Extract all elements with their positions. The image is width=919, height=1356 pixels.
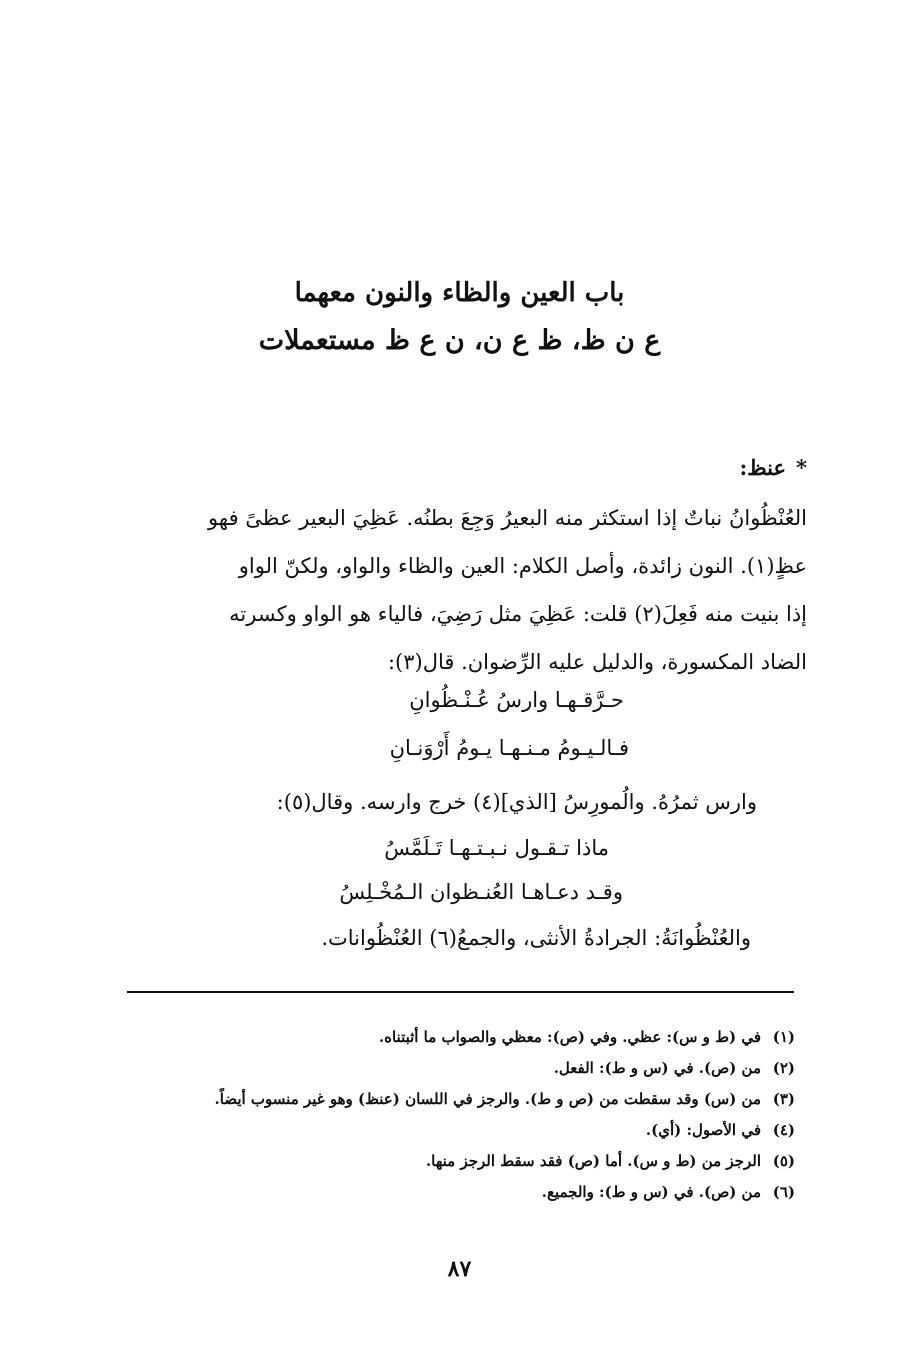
entry-heading [739,455,807,480]
footnote-text: من (ص). في (س و ط): والجميع. [541,1183,761,1201]
footnote [215,1022,795,1053]
footnote-divider [127,991,794,993]
footnote-text: في الأصول: (أي). [645,1121,761,1139]
footnote-number: (٤) [772,1121,795,1139]
verse-line: فـالـيـومُ مـنـهـا يـومُ أَرْوَنـانِ [389,736,629,760]
chapter-subtitle: ع ن ظ، ظ ع ن، ن ع ظ مستعملات [258,325,661,356]
text-line: والعُنْظُوانَةُ: الجرادةُ الأنثى، والجمعُ(٦) العُنْظُوانات. [321,926,751,950]
verse-line: حـرَّقـهـا وارسُ عُـنْـظُوانِ [409,688,624,712]
footnote-text: من (س) وقد سقطت من (ص و ط). والرجز في اللسان (عنظ) وهو غير منسوب أيضاً. [214,1090,761,1108]
text-line: العُنْظُوانُ نباتٌ إذا استكثر منه البعيرُ وَجِعَ بطنُه. عَظِيَ البعير عظىً فهو [208,506,807,530]
verse-line: وقـد دعـاهـا العُنـظوان الـمُخْـلِسُ [339,880,623,904]
entry-text [107,494,807,686]
footnote-number: (١) [772,1028,795,1046]
footnote-text: من (ص). في (س و ط): الفعل. [553,1059,761,1077]
asterisk-marker: * [796,455,807,480]
text-line: الضاد المكسورة، والدليل عليه الرِّضوان. قال(٣): [387,650,807,674]
verse-line: ماذا تـقـول نـبـتـهـا تَـلَمَّسُ [384,836,609,860]
footnote-number: (٢) [772,1059,795,1077]
footnote-number: (٦) [772,1183,795,1201]
page-number: ٨٧ [447,1256,472,1282]
footnote [215,1177,795,1208]
footnote-text: في (ط و س): عظي. وفي (ص): معظي والصواب ما أثبتناه. [378,1028,761,1046]
footnotes [215,1022,795,1208]
footnote [215,1053,795,1084]
text-line: إذا بنيت منه فَعِلَ(٢) قلت: عَظِيَ مثل رَضِيَ، فالياء هو الواو وكسرته [229,602,807,626]
footnote-text: الرجز من (ط و س). أما (ص) فقد سقط الرجز منها. [425,1152,761,1170]
footnote [215,1115,795,1146]
footnote [215,1146,795,1177]
footnote [215,1084,795,1115]
text-line: عظٍ(١). النون زائدة، وأصل الكلام: العين والظاء والواو، ولكنّ الواو [238,554,807,578]
footnote-number: (٥) [772,1152,795,1170]
chapter-title: باب العين والظاء والنون معهما [294,278,625,308]
entry-root: عنظ: [739,455,787,480]
text-line: وارس ثمرُهُ. والُمورِسُ [الذي](٤) خرج وارسه. وقال(٥): [276,790,757,814]
footnote-number: (٣) [772,1090,795,1108]
